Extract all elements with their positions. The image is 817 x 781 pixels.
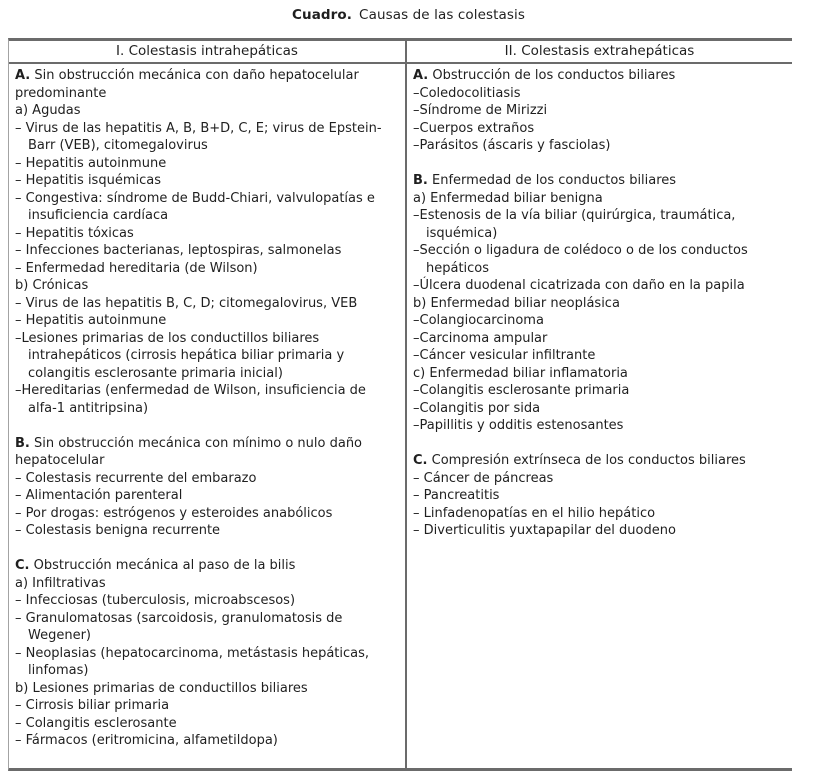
cause-item: –Colangiocarcinoma [413, 313, 544, 328]
cause-item: –Parásitos (áscaris y fasciolas) [413, 138, 611, 153]
cause-item: –Estenosis de la vía biliar (quirúrgica, traumática, isquémica) [413, 208, 736, 241]
colestasis-table [8, 38, 792, 771]
group-letter: B. [15, 435, 30, 451]
cause-item: – Por drogas: estrógenos y esteroides anabólicos [15, 505, 333, 521]
cause-item: – Infecciosas (tuberculosis, microabscesos) [15, 593, 296, 608]
subgroup-label: b) Enfermedad biliar neoplásica [413, 295, 620, 311]
cause-item: –Colangitis esclerosante primaria [413, 383, 630, 398]
table-header-row [9, 41, 792, 64]
cause-item: – Colestasis benigna recurrente [15, 523, 221, 538]
group-heading: C. Obstrucción mecánica al paso de la bilis [15, 558, 296, 573]
cause-item: – Cirrosis biliar primaria [15, 698, 170, 713]
caption-text: Causas de las colestasis [359, 7, 526, 23]
cause-item: – Neoplasias (hepatocarcinoma, metástasis hepáticas, linfomas) [15, 645, 370, 678]
cause-item: –Hereditarias (enfermedad de Wilson, insuficiencia de alfa-1 antitripsina) [15, 383, 366, 416]
subgroup-label: a) Infiltrativas [15, 575, 106, 591]
cause-item: – Alimentación parenteral [15, 488, 183, 503]
cause-item: – Hepatitis tóxicas [15, 225, 134, 241]
cause-item: –Úlcera duodenal cicatrizada con daño en la papila [413, 278, 745, 293]
cause-item: –Síndrome de Mirizzi [413, 103, 548, 118]
subgroup-label: a) Enfermedad biliar benigna [413, 190, 603, 206]
blank-line [15, 540, 397, 558]
blank-line [15, 417, 397, 435]
cause-item: –Cuerpos extraños [413, 120, 535, 136]
cause-item: – Linfadenopatías en el hilio hepático [413, 505, 656, 521]
cause-item: –Lesiones primarias de los conductillos biliares intrahepáticos (cirrosis hepática biliar primaria y colangitis esclerosante primaria inicial) [15, 330, 345, 381]
cause-item: –Colangitis por sida [413, 400, 541, 416]
cause-item: – Virus de las hepatitis B, C, D; citomegalovirus, VEB [15, 295, 358, 311]
cause-item: –Coledocolitiasis [413, 85, 521, 101]
cause-item: – Virus de las hepatitis A, B, B+D, C, E; virus de Epstein-Barr (VEB), citomegalovirus [15, 120, 382, 153]
header-col-extrahepaticas: II. Colestasis extrahepáticas [405, 41, 792, 62]
cause-item: – Fármacos (eritromicina, alfametildopa) [15, 733, 278, 748]
group-letter: A. [413, 68, 429, 83]
subgroup-label: a) Agudas [15, 103, 81, 118]
group-letter: C. [413, 453, 428, 468]
cause-item: – Hepatitis autoinmune [15, 155, 167, 171]
group-letter: B. [413, 173, 428, 188]
caption-label: Cuadro. [291, 7, 353, 23]
cause-item: – Cáncer de páncreas [413, 470, 554, 486]
cause-item: –Sección o ligadura de colédoco o de los conductos hepáticos [413, 243, 748, 276]
cause-item: – Hepatitis isquémicas [15, 173, 161, 188]
cause-item: – Granulomatosas (sarcoidosis, granulomatosis de Wegener) [15, 610, 343, 643]
cause-item: – Hepatitis autoinmune [15, 313, 167, 328]
subgroup-label: c) Enfermedad biliar inflamatoria [413, 365, 628, 381]
table-caption [0, 0, 817, 23]
column-extrahepaticas [405, 64, 792, 768]
group-letter: A. [15, 68, 31, 83]
cause-item: – Diverticulitis yuxtapapilar del duodeno [413, 523, 676, 538]
group-letter: C. [15, 558, 30, 573]
cause-item: – Colestasis recurrente del embarazo [15, 470, 257, 486]
table-body [9, 64, 792, 768]
cause-item: –Carcinoma ampular [413, 330, 548, 346]
cause-item: –Papillitis y odditis estenosantes [413, 418, 624, 433]
column-intrahepaticas [9, 64, 405, 768]
cause-item: – Pancreatitis [413, 488, 500, 503]
group-heading: B. Enfermedad de los conductos biliares [413, 173, 677, 188]
cause-item: – Enfermedad hereditaria (de Wilson) [15, 260, 258, 276]
group-heading: A. Obstrucción de los conductos biliares [413, 68, 676, 83]
group-heading: A. Sin obstrucción mecánica con daño hepatocelular predominante [15, 68, 359, 101]
subgroup-label: b) Crónicas [15, 278, 89, 293]
cause-item: – Infecciones bacterianas, leptospiras, salmonelas [15, 243, 342, 258]
group-heading: C. Compresión extrínseca de los conductos biliares [413, 453, 746, 468]
cause-item: –Cáncer vesicular infiltrante [413, 348, 596, 363]
blank-line [413, 155, 784, 173]
group-heading: B. Sin obstrucción mecánica con mínimo o nulo daño hepatocelular [15, 435, 363, 468]
blank-line [413, 435, 784, 453]
cause-item: – Congestiva: síndrome de Budd-Chiari, valvulopatías e insuficiencia cardíaca [15, 190, 375, 223]
header-col-intrahepaticas: I. Colestasis intrahepáticas [116, 43, 298, 59]
cause-item: – Colangitis esclerosante [15, 715, 177, 731]
subgroup-label: b) Lesiones primarias de conductillos biliares [15, 680, 308, 696]
